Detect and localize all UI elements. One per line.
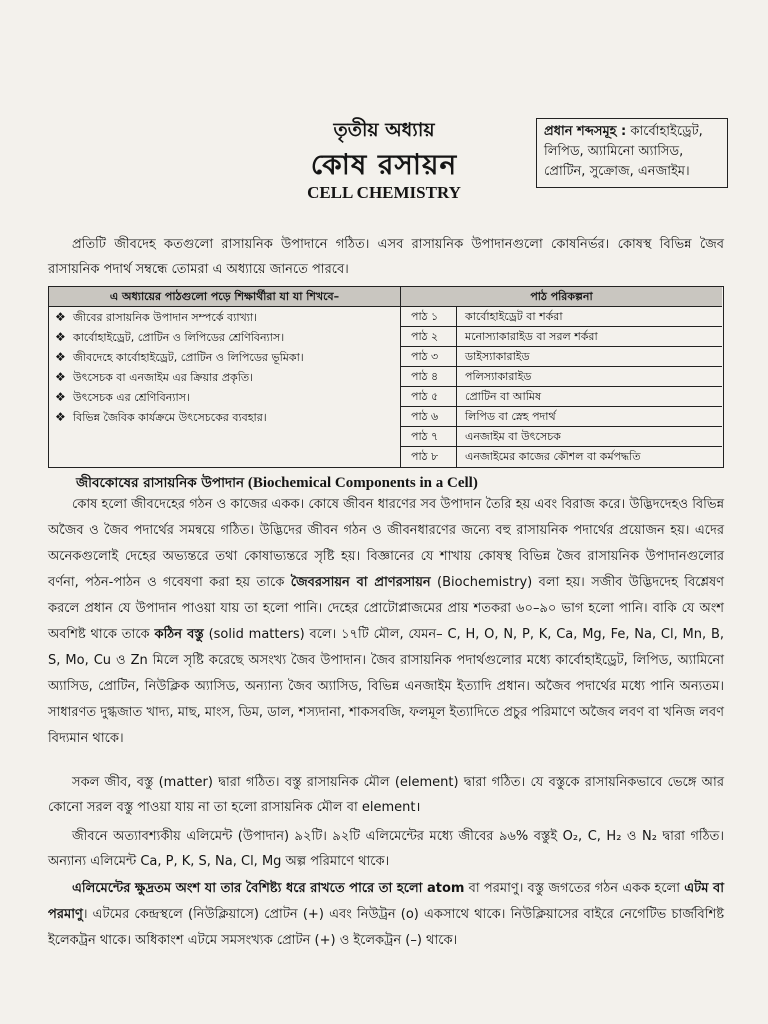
lesson-number: পাঠ ৮: [401, 447, 457, 467]
lesson-topic: এনজাইমের কাজের কৌশল বা কর্মপদ্ধতি: [465, 450, 641, 463]
objective-text: জীবের রাসায়নিক উপাদান সম্পর্কে ব্যাখ্যা।: [73, 311, 258, 324]
lesson-number: পাঠ ৭: [401, 427, 457, 446]
section-heading-english: (Biochemical Components in a Cell): [244, 475, 478, 491]
paragraph-text: । এটমের কেন্দ্রস্থলে (নিউক্লিয়াসে) প্রোটন (+) এবং নিউট্রন (o) একসাথে থাকে। নিউক্লিয়াসের বাইরে নেগেটিভ চার্জবিশিষ্ট ইলেকট্রন থাকে। অধিকাংশ এটমে সমসংখ্যক প্রোটন (+) ও ইলেকট্রন (–) থাকে।: [48, 907, 724, 948]
paragraph-matter-element: সকল জীব, বস্তু (matter) দ্বারা গঠিত। বস্তু রাসায়নিক মৌল (element) দ্বারা গঠিত। যে বস্তুকে রাসায়নিকভাবে ভেঙ্গে আর কোনো সরল বস্তু পাওয়া যায় না তা হলো রাসায়নিক মৌল বা element।: [48, 775, 724, 815]
paragraph-atom: [48, 876, 724, 954]
lesson-row: [401, 367, 722, 387]
lesson-number: পাঠ ৩: [401, 347, 457, 366]
paragraph-text: (Biochemistry) বলা হয়। সজীব উদ্ভিদদেহ বিশ্লেষণ করলে প্রধান যে উপাদান পাওয়া যায় তা হলো পানি। দেহের প্রোটোপ্লাজমের প্রায় শতকরা ৬০–৯০ ভাগ হলো পানি। বাকি যে অংশ অবশিষ্ট থাকে তাকে: [48, 575, 724, 642]
lesson-number: পাঠ ৫: [401, 387, 457, 406]
objective-text: উৎসেচক বা এনজাইম এর ক্রিয়ার প্রকৃতি।: [73, 371, 254, 384]
lesson-topic: প্রোটিন বা আমিষ: [465, 390, 542, 403]
lesson-topic: ডাইস্যাকারাইড: [465, 350, 530, 363]
lesson-plan-table: [48, 286, 724, 468]
objective-text: কার্বোহাইড্রেট, প্রোটিন ও লিপিডের শ্রেণিবিন্যাস।: [73, 331, 285, 344]
objective-text: উৎসেচক এর শ্রেণিবিন্যাস।: [73, 391, 190, 404]
intro-paragraph: প্রতিটি জীবদেহ কতগুলো রাসায়নিক উপাদানে গঠিত। এসব রাসায়নিক উপাদানগুলো কোষনির্ভর। কোষস্থ বিভিন্ন জৈব রাসায়নিক পদার্থ সম্বন্ধে তোমরা এ অধ্যায়ে জানতে পারবে।: [48, 237, 724, 277]
keywords-box: [536, 118, 728, 188]
diamond-bullet-icon: ❖: [55, 410, 66, 424]
lesson-number: পাঠ ১: [401, 307, 457, 326]
paragraph-text: (solid matters) বলে। ১৭টি মৌল, যেমন– C, H, O, N, P, K, Ca, Mg, Fe, Na, Cl, Mn, B, S, Mo, Cu ও Zn মিলে সৃষ্টি করেছে অসংখ্য জৈব উপাদান। জৈব রাসায়নিক পদার্থগুলোর মধ্যে কার্বোহাইড্রেট, লিপিড, অ্যামিনো অ্যাসিড, প্রোটিন, নিউক্লিক অ্যাসিড, অন্যান্য জৈব অ্যাসিড, বিভিন্ন এনজাইম ইত্যাদি প্রধান। অজৈব পদার্থের মধ্যে পানি অন্যতম। সাধারণত দুগ্ধজাত খাদ্য, মাছ, মাংস, ডিম, ডাল, শস্যদানা, শাকসবজি, ফলমূল ইত্যাদিতে প্রচুর পরিমাণে অজৈব লবণ বা খনিজ লবণ বিদ্যমান থাকে।: [48, 627, 725, 746]
learning-objectives-column: [49, 287, 401, 467]
lesson-number: পাঠ ৬: [401, 407, 457, 426]
paragraph-cell-composition: [48, 492, 724, 752]
objective-item: [49, 327, 400, 347]
lesson-row: [401, 407, 722, 427]
section-heading-bangla: জীবকোষের রাসায়নিক উপাদান: [76, 475, 245, 491]
diamond-bullet-icon: ❖: [55, 390, 66, 404]
objective-item: [49, 307, 400, 327]
chapter-title: কোষ রসায়ন: [310, 148, 458, 181]
lesson-topic: লিপিড বা স্নেহ পদার্থ: [465, 410, 556, 423]
objective-text: বিভিন্ন জৈবিক কার্যক্রমে উৎসেচকের ব্যবহার।: [73, 411, 267, 424]
keywords-label: প্রধান শব্দসমূহ :: [544, 124, 627, 139]
lesson-plan-header: পাঠ পরিকল্পনা: [401, 287, 722, 307]
paragraph-text: কোষ হলো জীবদেহের গঠন ও কাজের একক। কোষে জীবন ধারণের সব উপাদান তৈরি হয় এবং বিরাজ করে। উদ্ভিদদেহও বিভিন্ন অজৈব ও জৈব পদার্থের সমন্বয়ে গঠিত। উদ্ভিদের জীবন গঠন ও জীবনধারণের জন্যে বহু রাসায়নিক পদার্থের প্রয়োজন হয়। এদের অনেকগুলোই দেহের অভ্যন্তরে তথা কোষাভ্যন্তরে সৃষ্টি হয়। বিজ্ঞানের যে শাখায় কোষস্থ বিভিন্ন জৈব রাসায়নিক উপাদানগুলোর বর্ণনা, পঠন-পাঠন ও গবেষণা করা হয় তাকে: [48, 497, 724, 590]
lesson-row: [401, 387, 722, 407]
lesson-row: [401, 427, 722, 447]
objective-item: [49, 407, 400, 427]
term-biochemistry: জৈবরসায়ন বা প্রাণরসায়ন: [290, 575, 431, 590]
diamond-bullet-icon: ❖: [55, 310, 66, 324]
lesson-plan-column: [401, 287, 722, 467]
lesson-number: পাঠ ৪: [401, 367, 457, 386]
objective-text: জীবদেহে কার্বোহাইড্রেট, প্রোটিন ও লিপিডের ভূমিকা।: [73, 351, 304, 364]
lesson-row: [401, 347, 722, 367]
diamond-bullet-icon: ❖: [55, 330, 66, 344]
diamond-bullet-icon: ❖: [55, 350, 66, 364]
term-atom-definition: এলিমেন্টের ক্ষুদ্রতম অংশ যা তার বৈশিষ্ট্য ধরে রাখতে পারে তা হলো atom: [72, 881, 465, 896]
lesson-row: [401, 327, 722, 347]
lesson-topic: মনোস্যাকারাইড বা সরল শর্করা: [465, 330, 598, 343]
objective-item: [49, 347, 400, 367]
chapter-number: তৃতীয় অধ্যায়: [333, 119, 435, 141]
lesson-topic: এনজাইম বা উৎসেচক: [465, 430, 561, 443]
diamond-bullet-icon: ❖: [55, 370, 66, 384]
paragraph-text: বা পরমাণু। বস্তু জগতের গঠন একক হলো: [464, 881, 685, 896]
lesson-topic: কার্বোহাইড্রেট বা শর্করা: [465, 310, 563, 323]
lesson-topic: পলিস্যাকারাইড: [465, 370, 532, 383]
lesson-number: পাঠ ২: [401, 327, 457, 346]
paragraph-essential-elements: জীবনে অত্যাবশ্যকীয় এলিমেন্ট (উপাদান) ৯২টি। ৯২টি এলিমেন্টের মধ্যে জীবের ৯৬% বস্তুই O₂, C, H₂ ও N₂ দ্বারা গঠিত। অন্যান্য এলিমেন্ট Ca, P, K, S, Na, Cl, Mg অল্প পরিমাণে থাকে।: [48, 829, 724, 869]
objective-item: [49, 367, 400, 387]
lesson-row: [401, 447, 722, 467]
keywords-text: কার্বোহাইড্রেট, লিপিড, অ্যামিনো অ্যাসিড, প্রোটিন, সুক্রোজ, এনজাইম।: [544, 124, 703, 179]
term-solid-matter: কঠিন বস্তু: [154, 627, 204, 642]
chapter-title-english: CELL CHEMISTRY: [307, 183, 461, 202]
objective-item: [49, 387, 400, 407]
lesson-row: [401, 307, 722, 327]
objectives-header: এ অধ্যায়ের পাঠগুলো পড়ে শিক্ষার্থীরা যা যা শিখবে–: [49, 287, 400, 307]
term-atom: এটম বা পরমাণু: [48, 881, 725, 922]
